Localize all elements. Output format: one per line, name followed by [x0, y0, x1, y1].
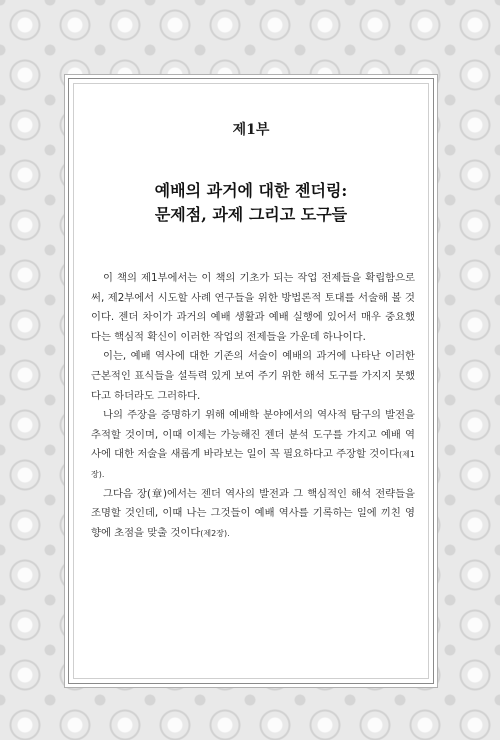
paragraph-4-text: 그다음 장(章)에서는 젠더 역사의 발전과 그 핵심적인 해석 전략들을 조명할 것인데, 이때 나는 그것들이 예배 역사를 기록하는 일에 끼친 영향에 초점을 맞출 것이다 [91, 487, 415, 539]
title-line-1: 예배의 과거에 대한 젠더링: [154, 181, 348, 200]
paragraph-3-text: 나의 주장을 증명하기 위해 예배학 분야에서의 역사적 탐구의 발전을 추적할 것이며, 이때 이제는 가능해진 젠더 분석 도구를 가지고 예배 역사에 대한 저술을 새롭게 바라보는 일이 꼭 필요하다고 주장할 것이다 [91, 409, 415, 461]
paragraph-3 [91, 406, 415, 484]
paragraph-2 [91, 347, 415, 406]
chapter-note-2: (제2장). [200, 528, 230, 538]
part-label: 제1부 [232, 122, 270, 138]
paragraph-2-text: 이는, 예배 역사에 대한 기존의 서술이 예배의 과거에 나타난 이러한 근본적인 표식들을 설득력 있게 보여 주기 위한 해석 도구를 가지지 못했다고 하더라도 그러하다. [91, 350, 415, 402]
paragraph-1-text: 이 책의 제1부에서는 이 책의 기초가 되는 작업 전제들을 확립함으로써, 제2부에서 시도할 사례 연구들을 위한 방법론적 토대를 서술해 볼 것이다. 젠더 차이가 과거의 예배 생활과 예배 실행에 있어서 매우 중요했다는 핵심적 확신이 이러한 작업의 전제들을 가운데 하나이다. [91, 272, 415, 343]
chapter-note-1: (제1장). [91, 450, 415, 479]
paragraph-1 [91, 269, 415, 347]
page-frame [68, 78, 434, 684]
paragraph-4 [91, 485, 415, 544]
body-text [91, 269, 415, 543]
title-line-2: 문제점, 과제 그리고 도구들 [154, 205, 348, 224]
page-title [69, 179, 433, 227]
